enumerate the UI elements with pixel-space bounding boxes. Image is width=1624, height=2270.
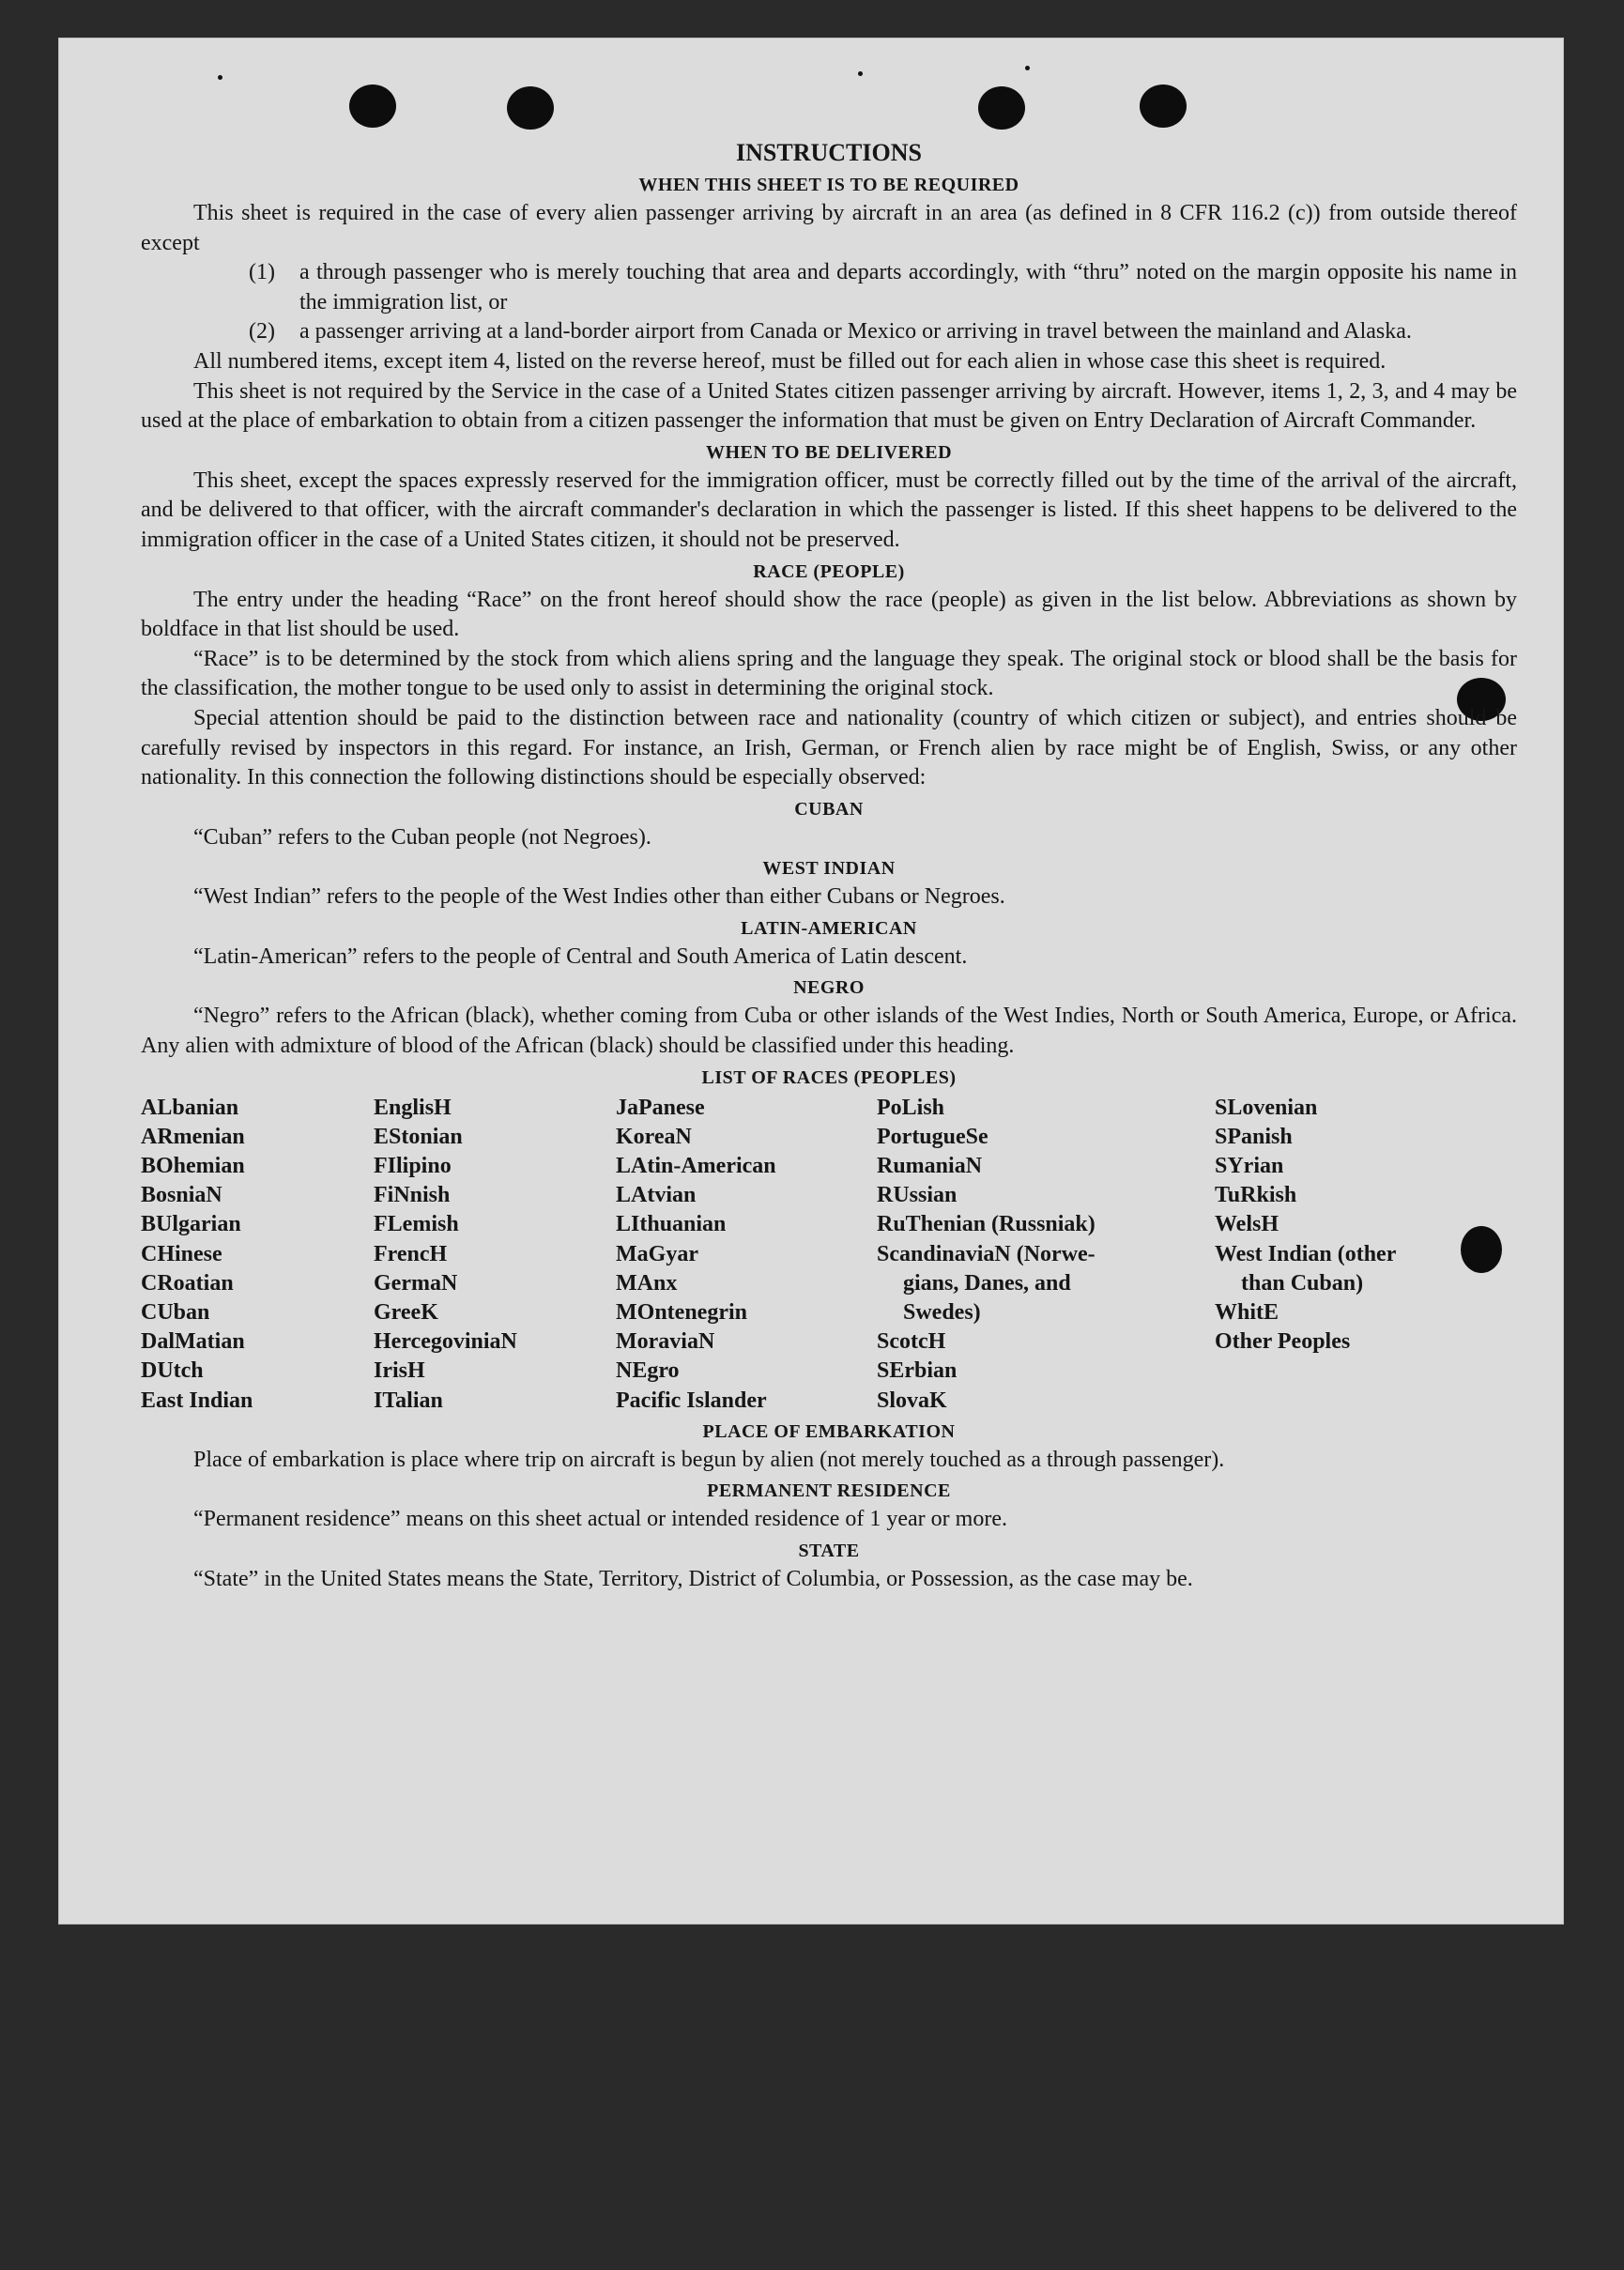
race-entry: FiNnish: [374, 1183, 451, 1208]
race-entry: DalMatian: [141, 1329, 245, 1355]
section-heading: RACE (PEOPLE): [753, 560, 905, 582]
paragraph: This sheet, except the spaces expressly reserved for the immigration officer, must be correctly filled out by the time of the arrival of the aircraft, and be delivered to that officer, with the aircraft commander's declaration in which the passenger is listed. If this sheet happens to be delivered to the immigration officer in the case of a United States citizen, it should not be preserved.: [141, 468, 1517, 552]
document-sheet: [58, 38, 1564, 1925]
race-column: [141, 1094, 374, 1416]
race-entry: MoraviaN: [616, 1329, 715, 1355]
section-heading: PERMANENT RESIDENCE: [707, 1480, 951, 1502]
race-entry: SLovenian: [1215, 1095, 1318, 1120]
paragraph: “Latin-American” refers to the people of Central and South America of Latin descent.: [193, 943, 968, 969]
speck: [858, 71, 863, 76]
punch-hole: [1140, 84, 1187, 128]
race-entry: TuRkish: [1215, 1183, 1297, 1208]
race-entry: EStonian: [374, 1124, 463, 1149]
race-entry: ScotcH: [877, 1329, 946, 1355]
race-entry: WhitE: [1215, 1300, 1279, 1326]
race-entry: LIthuanian: [616, 1212, 727, 1237]
race-entry: MaGyar: [616, 1241, 698, 1266]
section-heading: PLACE OF EMBARKATION: [702, 1420, 956, 1442]
race-entry: West Indian (other: [1215, 1241, 1397, 1266]
paragraph: “Negro” refers to the African (black), whether coming from Cuba or other islands of the West Indies, North or South America, Europe, or Africa. Any alien with admixture of blood of the African (black) should be classified under this heading.: [141, 1004, 1517, 1059]
paragraph: All numbered items, except item 4, listed on the reverse hereof, must be filled out for each alien in whose case this sheet is required.: [193, 348, 1387, 374]
race-entry: SErbian: [877, 1358, 958, 1384]
item-text: a through passenger who is merely touching that area and departs accordingly, with “thru” noted on the margin opposite his name in the immigration list, or: [299, 260, 1517, 314]
race-column: [1215, 1094, 1459, 1416]
speck: [218, 75, 222, 80]
race-entry: BUlgarian: [141, 1212, 241, 1237]
race-entry: LAtin-American: [616, 1154, 776, 1179]
race-column: [616, 1094, 877, 1416]
paragraph: “West Indian” refers to the people of the West Indies other than either Cubans or Negroes.: [193, 884, 1005, 910]
race-entry: Other Peoples: [1215, 1329, 1351, 1355]
race-entry: ALbanian: [141, 1095, 239, 1120]
paragraph: “Race” is to be determined by the stock from which aliens spring and the language they speak. The original stock or blood shall be the basis for the classification, the mother tongue to be used only to assist in determining the original stock.: [141, 646, 1517, 701]
race-entry: GreeK: [374, 1300, 438, 1326]
race-entry: CHinese: [141, 1241, 222, 1266]
section-heading: LATIN-AMERICAN: [741, 917, 917, 939]
race-entry: RuThenian (Russniak): [877, 1212, 1095, 1237]
paragraph: This sheet is not required by the Service in the case of a United States citizen passenger arriving by aircraft. However, items 1, 2, 3, and 4 may be used at the place of embarkation to obtain from a citizen passenger the information that must be given on Entry Declaration of Aircraft Commander.: [141, 378, 1517, 434]
speck: [1025, 66, 1030, 70]
race-entry: EnglisH: [374, 1095, 452, 1120]
race-entry: MOntenegrin: [616, 1300, 747, 1326]
section-heading: STATE: [798, 1541, 860, 1562]
paragraph: This sheet is required in the case of every alien passenger arriving by aircraft in an area (as defined in 8 CFR 116.2 (c)) from outside thereof except: [141, 201, 1517, 255]
section-heading: LIST OF RACES (PEOPLES): [701, 1066, 957, 1088]
race-entry: Swedes): [903, 1300, 981, 1326]
race-entry: FIlipino: [374, 1154, 452, 1179]
race-entry: CRoatian: [141, 1270, 234, 1296]
section-heading: CUBAN: [794, 798, 864, 820]
race-entry: Pacific Islander: [616, 1388, 767, 1413]
race-entry: SlovaK: [877, 1388, 947, 1413]
race-list: [141, 1094, 1517, 1416]
item-number: (2): [249, 319, 275, 345]
race-entry: FrencH: [374, 1241, 448, 1266]
race-entry: WelsH: [1215, 1212, 1279, 1237]
race-entry: ITalian: [374, 1388, 443, 1413]
item-number: (1): [249, 260, 275, 285]
race-column: [877, 1094, 1215, 1416]
race-entry: LAtvian: [616, 1183, 697, 1208]
race-column: [374, 1094, 616, 1416]
race-entry: JaPanese: [616, 1095, 705, 1120]
race-entry: BosniaN: [141, 1183, 222, 1208]
race-entry: PortugueSe: [877, 1124, 988, 1149]
numbered-item: [141, 258, 1517, 317]
race-entry: NEgro: [616, 1358, 680, 1384]
race-entry: than Cuban): [1241, 1270, 1364, 1296]
paragraph: “State” in the United States means the State, Territory, District of Columbia, or Possession, as the case may be.: [193, 1567, 1193, 1592]
instructions-content: [141, 137, 1517, 1595]
numbered-item: [141, 317, 1517, 347]
race-entry: RUssian: [877, 1183, 958, 1208]
paragraph: “Cuban” refers to the Cuban people (not Negroes).: [193, 824, 651, 850]
race-entry: KoreaN: [616, 1124, 692, 1149]
section-heading: WHEN THIS SHEET IS TO BE REQUIRED: [638, 175, 1019, 195]
punch-hole: [978, 86, 1025, 130]
section-heading: WEST INDIAN: [762, 858, 896, 880]
race-entry: SYrian: [1215, 1154, 1284, 1179]
item-text: a passenger arriving at a land-border airport from Canada or Mexico or arriving in travel between the mainland and Alaska.: [299, 319, 1412, 345]
punch-hole: [349, 84, 396, 128]
race-entry: ScandinaviaN (Norwe-: [877, 1241, 1095, 1266]
race-entry: CUban: [141, 1300, 210, 1326]
race-entry: IrisH: [374, 1358, 425, 1384]
race-entry: BOhemian: [141, 1154, 245, 1179]
race-entry: DUtch: [141, 1358, 204, 1384]
section-heading: NEGRO: [793, 977, 865, 999]
paragraph: Place of embarkation is place where trip on aircraft is begun by alien (not merely touched as a through passenger).: [193, 1447, 1225, 1472]
document-title: INSTRUCTIONS: [736, 139, 922, 166]
race-entry: East Indian: [141, 1388, 253, 1413]
race-entry: GermaN: [374, 1270, 458, 1296]
race-entry: ARmenian: [141, 1124, 245, 1149]
paragraph: The entry under the heading “Race” on the front hereof should show the race (people) as given in the list below. Abbreviations as shown by boldface in that list should be used.: [141, 587, 1517, 642]
paragraph: “Permanent residence” means on this sheet actual or intended residence of 1 year or more.: [193, 1507, 1007, 1532]
race-entry: FLemish: [374, 1212, 459, 1237]
race-entry: HercegoviniaN: [374, 1329, 517, 1355]
race-entry: RumaniaN: [877, 1154, 983, 1179]
race-entry: MAnx: [616, 1270, 678, 1296]
race-entry: PoLish: [877, 1095, 945, 1120]
race-entry: SPanish: [1215, 1124, 1293, 1149]
race-entry: gians, Danes, and: [903, 1270, 1071, 1296]
paragraph: Special attention should be paid to the distinction between race and nationality (country of which citizen or subject), and entries should be carefully revised by inspectors in this regard. For instance, an Irish, German, or French alien by race might be of English, Swiss, or any other nationality. In this connection the following distinctions should be especially observed:: [141, 705, 1517, 790]
punch-hole: [507, 86, 554, 130]
section-heading: WHEN TO BE DELIVERED: [705, 441, 953, 463]
